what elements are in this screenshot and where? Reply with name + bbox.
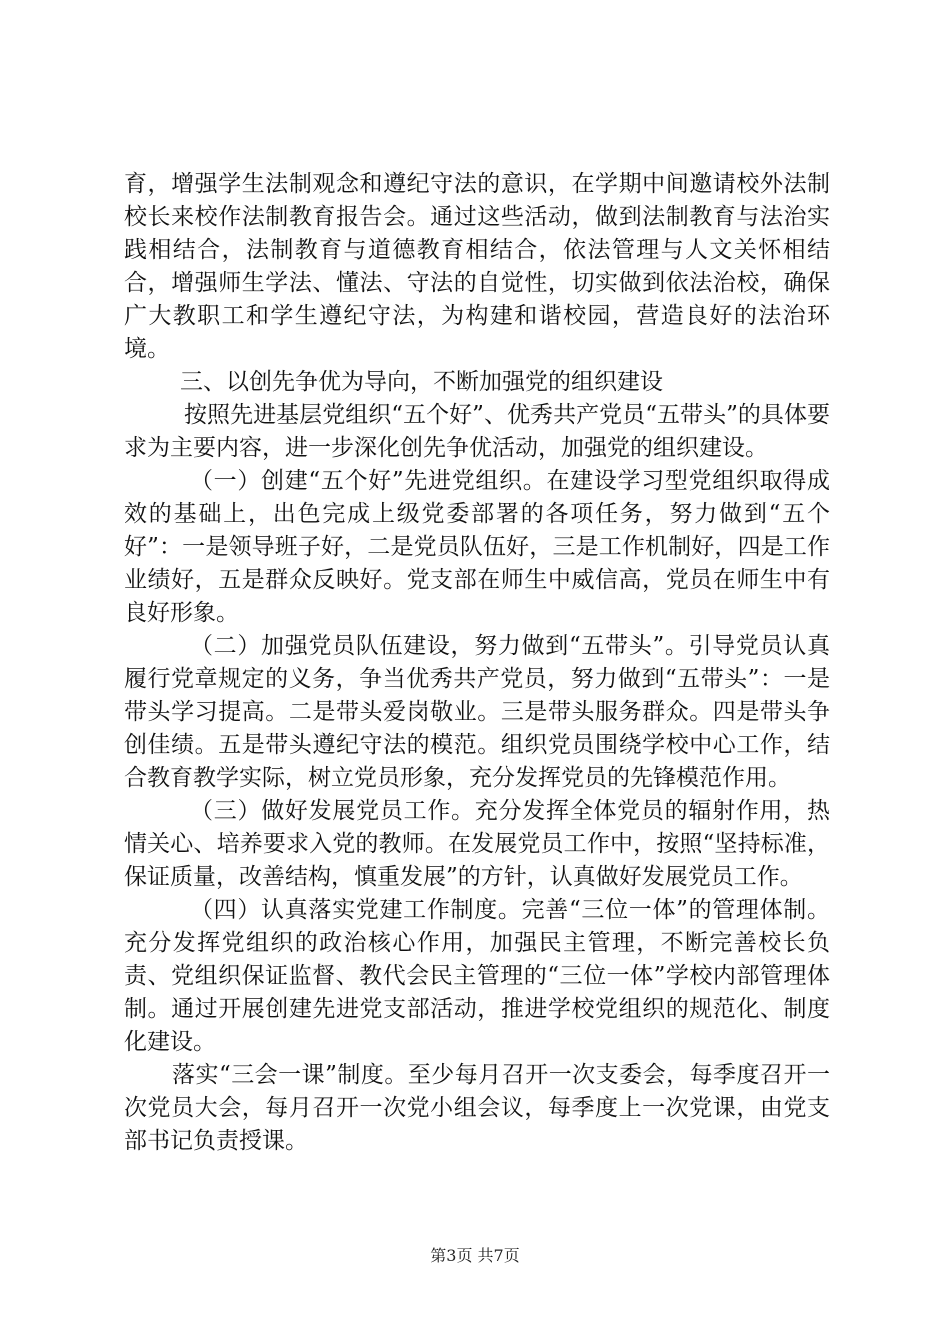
- paragraph-item-3: （三）做好发展党员工作。充分发挥全体党员的辐射作用，热情关心、培养要求入党的教师。在发展党员工作中，按照“坚持标准，保证质量，改善结构，慎重发展”的方针，认真做好发展党员工作。: [124, 798, 830, 890]
- paragraph-continuation: 育，增强学生法制观念和遵纪守法的意识，在学期中间邀请校外法制校长来校作法制教育报告会。通过这些活动，做到法制教育与法治实践相结合，法制教育与道德教育相结合，依法管理与人文关怀相结合，增强师生学法、懂法、守法的自觉性，切实做到依法治校，确保广大教职工和学生遵纪守法，为构建和谐校园，营造良好的法治环境。: [124, 171, 830, 362]
- paragraph-three-meetings: 落实“三会一课”制度。至少每月召开一次支委会，每季度召开一次党员大会，每月召开一次党小组会议，每季度上一次党课，由党支部书记负责授课。: [124, 1062, 830, 1154]
- paragraph-item-4: （四）认真落实党建工作制度。完善“三位一体”的管理体制。充分发挥党组织的政治核心作用，加强民主管理，不断完善校长负责、党组织保证监督、教代会民主管理的“三位一体”学校内部管理体制。通过开展创建先进党支部活动，推进学校党组织的规范化、制度化建设。: [124, 897, 830, 1055]
- paragraph-item-2: （二）加强党员队伍建设，努力做到“五带头”。引导党员认真履行党章规定的义务，争当优秀共产党员，努力做到“五带头”：一是带头学习提高。二是带头爱岗敬业。三是带头服务群众。四是带头争创佳绩。五是带头遵纪守法的模范。组织党员围绕学校中心工作，结合教育教学实际，树立党员形象，充分发挥党员的先锋模范作用。: [124, 633, 830, 791]
- paragraph-intro: 按照先进基层党组织“五个好”、优秀共产党员“五带头”的具体要求为主要内容，进一步深化创先争优活动，加强党的组织建设。: [124, 402, 830, 461]
- document-body: [124, 168, 830, 1158]
- page-number-footer: 第3页 共7页: [430, 1246, 520, 1265]
- section-heading: 三、以创先争优为导向，不断加强党的组织建设: [180, 369, 663, 395]
- paragraph-item-1: （一）创建“五个好”先进党组织。在建设学习型党组织取得成效的基础上，出色完成上级党委部署的各项任务，努力做到“五个好”：一是领导班子好，二是党员队伍好，三是工作机制好，四是工作业绩好，五是群众反映好。党支部在师生中威信高，党员在师生中有良好形象。: [124, 468, 830, 626]
